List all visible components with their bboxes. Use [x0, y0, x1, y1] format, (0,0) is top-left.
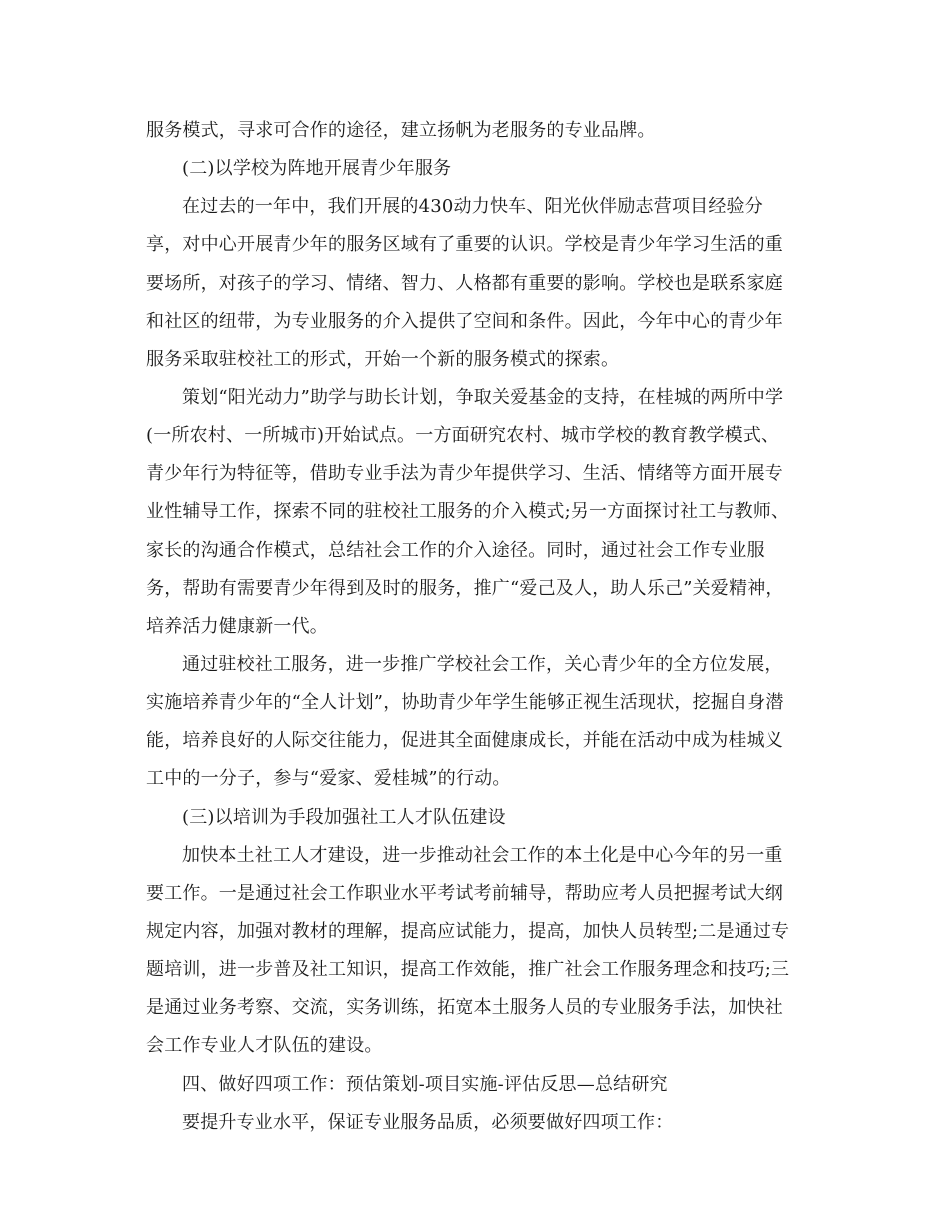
text-line: 工中的一分子，参与“爱家、爱桂城”的行动。 [146, 768, 511, 790]
text-line: 服务采取驻校社工的形式，开始一个新的服务模式的探索。 [146, 348, 620, 370]
text-line: 业性辅导工作，探索不同的驻校社工服务的介入模式;另一方面探讨社工与教师、 [146, 501, 790, 523]
text-line: 规定内容，加强对教材的理解，提高应试能力，提高，加快人员转型;二是通过专 [146, 920, 790, 942]
text-line: 是通过业务考察、交流，实务训练，拓宽本土服务人员的专业服务手法，加快社 [146, 997, 783, 1019]
section-heading-training: (三)以培训为手段加强社工人才队伍建设 [182, 806, 506, 828]
section-heading-four-tasks: 四、做好四项工作：预估策划-项目实施-评估反思—总结研究 [182, 1073, 668, 1095]
text-line: (一所农村、一所城市)开始试点。一方面研究农村、城市学校的教育教学模式、 [146, 425, 780, 447]
text-line: 培养活力健康新一代。 [146, 615, 328, 637]
text-line: 在过去的一年中，我们开展的430动力快车、阳光伙伴励志营项目经验分 [182, 196, 763, 218]
section-heading-school-service: (二)以学校为阵地开展青少年服务 [182, 158, 452, 180]
text-line: 享，对中心开展青少年的服务区域有了重要的认识。学校是青少年学习生活的重 [146, 234, 783, 256]
text-line: 会工作专业人才队伍的建设。 [146, 1035, 383, 1057]
text-line: 务，帮助有需要青少年得到及时的服务，推广“爱己及人，助人乐己”关爱精神， [146, 577, 784, 599]
text-line: 和社区的纽带，为专业服务的介入提供了空间和条件。因此，今年中心的青少年 [146, 310, 783, 332]
text-line: 要工作。一是通过社会工作职业水平考试考前辅导，帮助应考人员把握考试大纲 [146, 882, 783, 904]
text-line: 青少年行为特征等，借助专业手法为青少年提供学习、生活、情绪等方面开展专 [146, 463, 783, 485]
text-line: 家长的沟通合作模式，总结社会工作的介入途径。同时，通过社会工作专业服 [146, 539, 765, 561]
text-line: 加快本土社工人才建设，进一步推动社会工作的本土化是中心今年的另一重 [182, 844, 783, 866]
text-line: 通过驻校社工服务，进一步推广学校社会工作，关心青少年的全方位发展， [182, 653, 783, 675]
text-line: 要提升专业水平，保证专业服务品质，必须要做好四项工作： [182, 1111, 674, 1133]
text-line: 题培训，进一步普及社工知识，提高工作效能，推广社会工作服务理念和技巧;三 [146, 959, 790, 981]
text-line: 实施培养青少年的“全人计划”，协助青少年学生能够正视生活现状，挖掘自身潜 [146, 692, 784, 714]
text-line: 能，培养良好的人际交往能力，促进其全面健康成长，并能在活动中成为桂城义 [146, 730, 783, 752]
document-body [146, 114, 806, 1144]
text-line: 要场所，对孩子的学习、情绪、智力、人格都有重要的影响。学校也是联系家庭 [146, 272, 783, 294]
text-line: 服务模式，寻求可合作的途径，建立扬帆为老服务的专业品牌。 [146, 120, 656, 141]
text-line: 策划“阳光动力”助学与助长计划，争取关爱基金的支持，在桂城的两所中学 [182, 386, 784, 408]
